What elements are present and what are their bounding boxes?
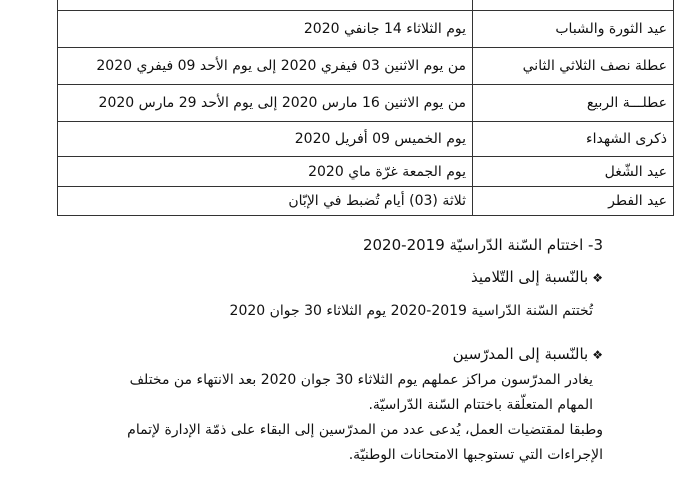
teachers-subheading: [453, 345, 603, 363]
pupils-title: بالنّسبة إلى التّلاميذ: [471, 268, 589, 286]
table-row: [58, 11, 674, 48]
date-cell: يوم الخميس 09 أفريل 2020: [58, 122, 473, 157]
pupils-text: تُختتم السّنة الدّراسية 2019-2020 يوم الثلاثاء 30 جوان 2020: [229, 303, 593, 319]
event-cell: [473, 0, 674, 11]
table-row: [58, 48, 674, 85]
event-cell: عيد الثورة والشباب: [473, 11, 674, 48]
date-cell: ثلاثة (03) أيام تُضبط في الإبّان: [58, 187, 473, 216]
pupils-subheading: [471, 268, 603, 286]
paragraph-line-1: وطبقا لمقتضيات العمل، يُدعى عدد من المدرّسين إلى البقاء على ذمّة الإدارة لإتمام: [127, 422, 603, 438]
table-row: [58, 122, 674, 157]
section-heading: 3- اختتام السّنة الدّراسيّة 2019-2020: [362, 236, 603, 254]
diamond-bullet-icon: ❖: [592, 271, 603, 285]
date-cell: [58, 0, 473, 11]
teachers-title: بالنّسبة إلى المدرّسين: [452, 345, 589, 363]
event-cell: ذكرى الشهداء: [473, 122, 674, 157]
date-cell: يوم الجمعة غرّة ماي 2020: [58, 157, 473, 187]
holidays-table: [57, 0, 674, 216]
table-row: [58, 85, 674, 122]
event-cell: عيد الفطر: [473, 187, 674, 216]
teachers-line-1: يغادر المدرّسون مراكز عملهم يوم الثلاثاء 30 جوان 2020 بعد الانتهاء من مختلف: [129, 372, 593, 388]
date-cell: من يوم الاثنين 16 مارس 2020 إلى يوم الأحد 29 مارس 2020: [58, 85, 473, 122]
table-row: [58, 187, 674, 216]
event-cell: عيد الشّغل: [473, 157, 674, 187]
date-cell: يوم الثلاثاء 14 جانفي 2020: [58, 11, 473, 48]
table-row: [58, 0, 674, 11]
paragraph-line-2: الإجراءات التي تستوجبها الامتحانات الوطنيّة.: [348, 447, 603, 463]
event-cell: عطلـــة الربيع: [473, 85, 674, 122]
teachers-line-2: المهام المتعلّقة باختتام السّنة الدّراسيّة.: [368, 397, 593, 413]
date-cell: من يوم الاثنين 03 فيفري 2020 إلى يوم الأحد 09 فيفري 2020: [58, 48, 473, 85]
table-row: [58, 157, 674, 187]
event-cell: عطلة نصف الثلاثي الثاني: [473, 48, 674, 85]
diamond-bullet-icon: ❖: [592, 348, 603, 362]
